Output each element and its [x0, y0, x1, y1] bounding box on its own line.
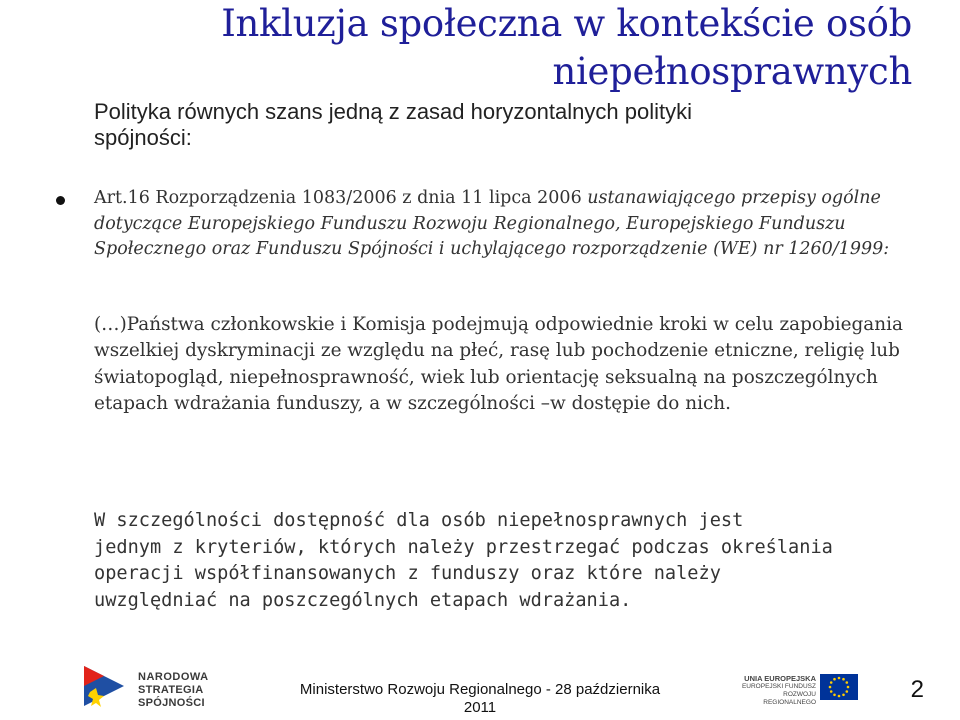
intro-line-1: Polityka równych szans jedną z zasad horyzontalnych polityki [94, 99, 692, 124]
bullet-dot [56, 196, 65, 205]
eu-flag-icon [820, 674, 858, 700]
eu-logo [740, 672, 860, 712]
footer-text-line-1: Ministerstwo Rozwoju Regionalnego - 28 października [299, 681, 661, 698]
bullet-item [56, 186, 916, 263]
nss-logo-line-1: NARODOWA [138, 671, 209, 683]
para-line-3: operacji współfinansowanych z funduszy oraz które należy [94, 563, 721, 584]
title-line-2: niepełnosprawnych [552, 50, 912, 93]
para-line-2: jednym z kryteriów, których należy przestrzegać podczas określania [94, 536, 833, 558]
nss-logo-line-2: STRATEGIA SPÓJNOŚCI [138, 684, 205, 709]
bullet-italic-text: ustanawiającego przepisy ogólne dotyczące Europejskiego Funduszu Rozwoju Regionalnego, Europejskiego Funduszu Społecznego oraz Funduszu Spójności i uchylającego rozporządzenie (WE) nr 1260/1999: [94, 188, 890, 259]
intro-line-2: spójności: [94, 125, 192, 150]
eu-logo-line-2: EUROPEJSKI FUNDUSZ [741, 683, 816, 690]
page-number: 2 [910, 676, 924, 703]
bullet-prefix: Art.16 Rozporządzenia 1083/2006 z dnia 11 lipca 2006 [94, 188, 588, 208]
eu-logo-line-1: UNIA EUROPEJSKA [744, 674, 816, 683]
para-line-4: uwzględniać na poszczególnych etapach wdrażania. [94, 589, 632, 611]
bullet-text [94, 186, 916, 263]
footer-text-line-2: 2011 [463, 699, 497, 716]
closing-paragraph [94, 508, 914, 614]
intro-text [94, 99, 854, 151]
para-line-1: W szczególności dostępność dla osób niepełnosprawnych jest [94, 510, 744, 531]
eu-logo-line-3: ROZWOJU REGIONALNEGO [763, 691, 816, 706]
title-line-1: Inkluzja społeczna w kontekście osób [221, 2, 912, 45]
slide-title [221, 0, 912, 96]
quote-paragraph: (…)Państwa członkowskie i Komisja podejmują odpowiednie kroki w celu zapobiegania wszelkiej dyskryminacji ze względu na płeć, rasę lub pochodzenie etniczne, religię lub światopogląd, niepełnosprawność, wiek lub orientację seksualną na poszczególnych etapach wdrażania funduszy, a w szczególności –w dostępie do nich. [94, 314, 903, 414]
